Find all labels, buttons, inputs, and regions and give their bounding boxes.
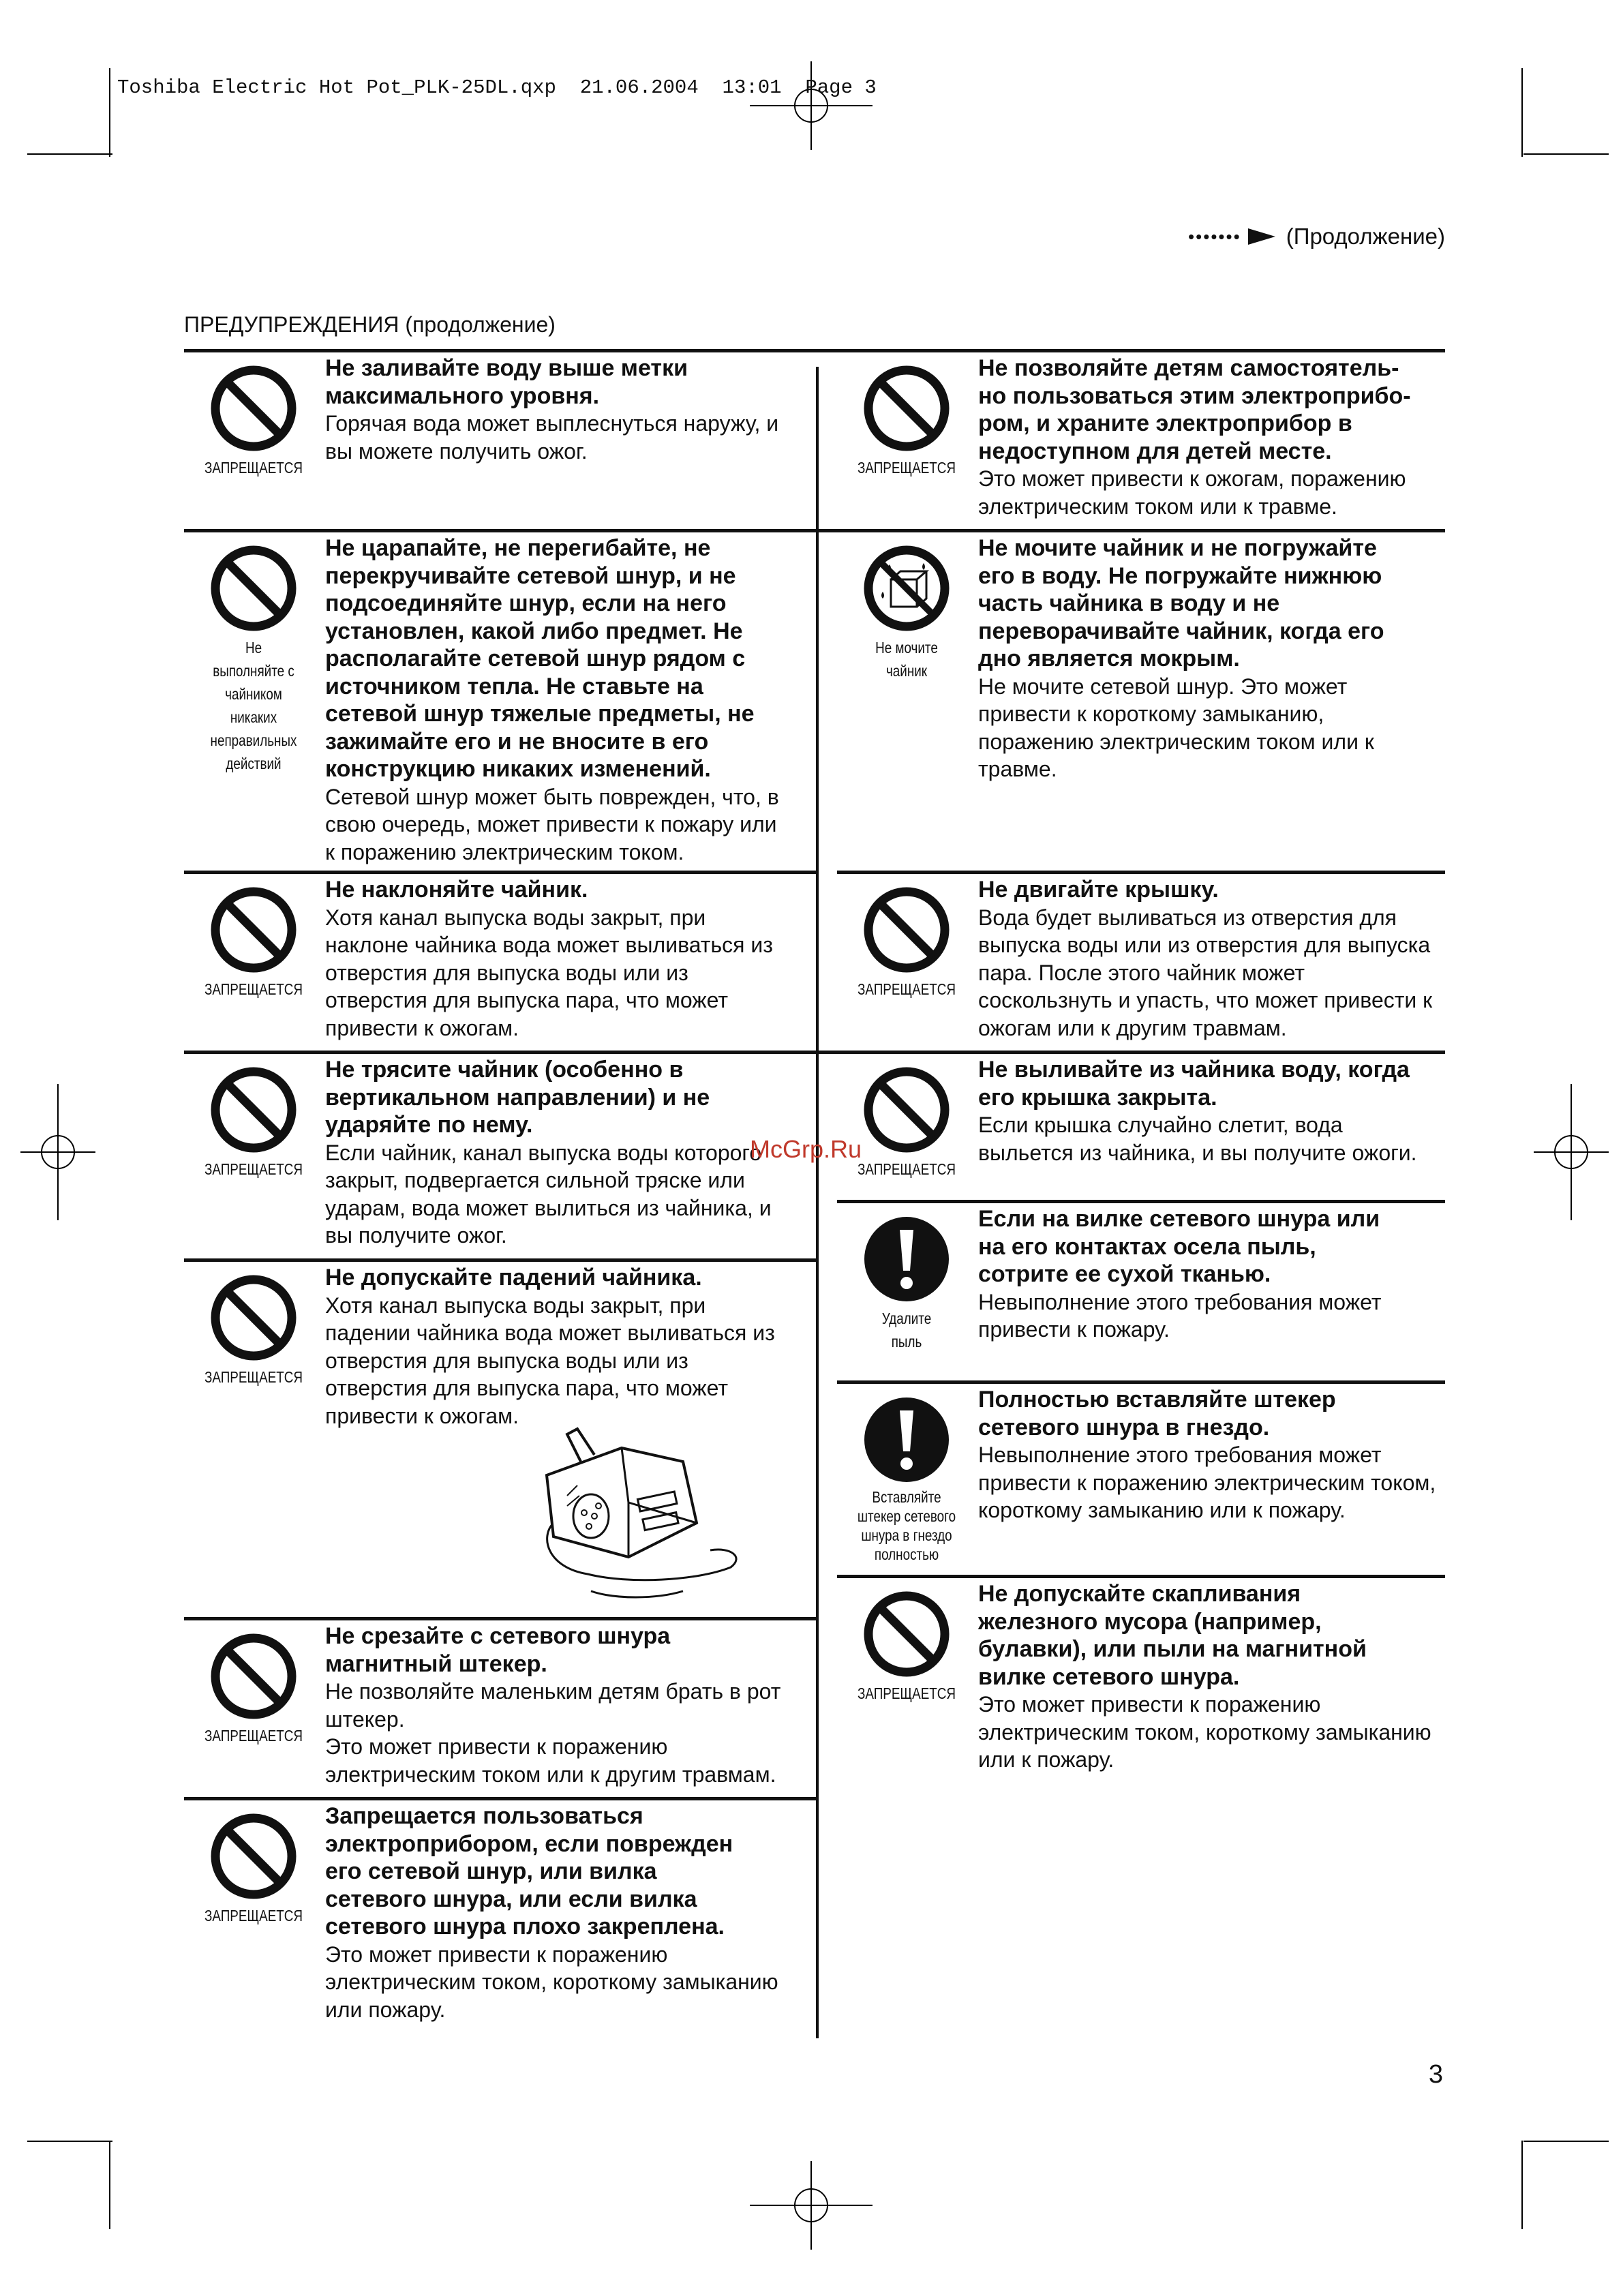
- entry-text: [978, 534, 1384, 783]
- icon-box: [185, 876, 322, 1001]
- rule: [184, 1617, 817, 1620]
- entry-body: Это может привести к ожогам, поражению электрическим током или к травме.: [978, 466, 1406, 519]
- entry-heading: Не выливайте из чайника воду, когда его крышка закрыта.: [978, 1057, 1410, 1111]
- warning-entry: [838, 534, 1445, 868]
- icon-box: [185, 534, 322, 775]
- prohibited-icon: [209, 1066, 298, 1154]
- registration-mark: [750, 2161, 873, 2250]
- prohibited-icon: [209, 1632, 298, 1721]
- entry-body: Невыполнение этого требования может привести к поражению электрическим током, короткому замыканию или к пожару.: [978, 1442, 1436, 1522]
- page-number: 3: [1428, 2060, 1443, 2089]
- icon-box: [838, 1386, 975, 1564]
- rule: [184, 1258, 817, 1262]
- icon-caption: Не мочите чайник: [875, 639, 938, 680]
- entry-heading: Не допускайте падений чайника.: [325, 1265, 702, 1290]
- prohibited-icon: [862, 1066, 951, 1154]
- icon-caption: ЗАПРЕЩАЕТСЯ: [857, 980, 956, 998]
- entry-text: [978, 1580, 1431, 1774]
- continued-dots: •••••••: [1188, 226, 1241, 247]
- continued-text: (Продолжение): [1286, 224, 1445, 249]
- rule: [837, 1200, 1445, 1203]
- registration-mark: [1534, 1084, 1609, 1220]
- entry-heading: Не мочите чайник и не погружайте его в воду. Не погружайте нижнюю часть чайника в воду и не переворачивайте чайник, когда его дно является мокрым.: [978, 535, 1384, 671]
- rule: [184, 1051, 817, 1054]
- icon-caption: Вставляйте штекер сетевого шнура в гнездо полностью: [857, 1488, 956, 1563]
- prohibited-icon: [209, 1273, 298, 1362]
- warning-entry: [185, 354, 813, 525]
- entry-body: Если крышка случайно слетит, вода выльется из чайника, и вы получите ожоги.: [978, 1113, 1417, 1165]
- column-divider: [816, 367, 819, 530]
- icon-caption: ЗАПРЕЩАЕТСЯ: [857, 459, 956, 477]
- prohibited-icon: [862, 886, 951, 974]
- crop-mark: [27, 153, 112, 155]
- rule: [184, 349, 817, 352]
- entry-text: [978, 1386, 1436, 1524]
- warning-entry: [185, 1264, 813, 1614]
- prohibited-icon: [209, 364, 298, 453]
- entry-heading: Полностью вставляйте штекер сетевого шнура в гнездо.: [978, 1387, 1336, 1440]
- warning-entry: [838, 354, 1445, 525]
- icon-caption: ЗАПРЕЩАЕТСЯ: [857, 1160, 956, 1178]
- icon-caption: ЗАПРЕЩАЕТСЯ: [204, 980, 303, 998]
- prohibited-icon: [862, 1590, 951, 1678]
- warning-entry: [185, 1622, 813, 1794]
- entry-text: [325, 1056, 772, 1250]
- rule: [817, 529, 1445, 532]
- entry-heading: Если на вилке сетевого шнура или на его контактах осела пыль, сотрите ее сухой тканью.: [978, 1206, 1380, 1287]
- crop-mark: [1523, 153, 1609, 155]
- watermark: McGrp.Ru: [750, 1135, 862, 1163]
- entry-text: [325, 354, 778, 465]
- registration-mark: [20, 1084, 95, 1220]
- warning-entry: [185, 876, 813, 1048]
- entry-heading: Не трясите чайник (особенно в вертикальном направлении) и не ударяйте по нему.: [325, 1057, 710, 1138]
- entry-heading: Не срезайте с сетевого шнура магнитный штекер.: [325, 1623, 671, 1677]
- warning-entry: [185, 1056, 813, 1256]
- prohibited-icon: [209, 886, 298, 974]
- rule: [184, 529, 817, 532]
- entry-body: Горячая вода может выплеснуться наружу, и вы можете получить ожог.: [325, 411, 779, 464]
- entry-heading: Не позволяйте детям самостоятель- но пользоваться этим электроприбо- ром, и храните электроприбор в недоступном для детей месте.: [978, 355, 1411, 464]
- entry-heading: Не допускайте скапливания железного мусора (например, булавки), или пыли на магнитной вилке сетевого шнура.: [978, 1581, 1367, 1690]
- continued-label: [1188, 224, 1445, 250]
- entry-text: [325, 534, 779, 866]
- icon-box: [185, 1264, 322, 1389]
- icon-box: [838, 1205, 975, 1353]
- icon-caption: Не выполняйте с чайником никаких неправильных действий: [210, 639, 297, 772]
- icon-caption: ЗАПРЕЩАЕТСЯ: [204, 1727, 303, 1744]
- rule: [184, 871, 817, 874]
- arrow-right-icon: [1248, 228, 1275, 245]
- entry-body: Не мочите сетевой шнур. Это может привести к короткому замыканию, поражению электрическим током или к травме.: [978, 674, 1374, 781]
- icon-caption: ЗАПРЕЩАЕТСЯ: [204, 459, 303, 477]
- crop-mark: [109, 68, 110, 157]
- crop-mark: [109, 2141, 110, 2229]
- exclamation-icon: [862, 1395, 951, 1484]
- print-slug: Toshiba Electric Hot Pot_PLK-25DL.qxp 21.06.2004 13:01 Page 3: [117, 76, 877, 99]
- fallen-kettle-illustration: [526, 1421, 751, 1605]
- warning-entry: [838, 1386, 1445, 1571]
- entry-body: Хотя канал выпуска воды закрыт, при падении чайника вода может выливаться из отверстия для выпуска воды или из отверстия для выпуска пара, что может привести к ожогам.: [325, 1293, 775, 1428]
- crop-mark: [1521, 2141, 1523, 2229]
- registration-mark: [750, 61, 873, 150]
- icon-caption: ЗАПРЕЩАЕТСЯ: [857, 1685, 956, 1702]
- warning-entry: [838, 1580, 1445, 1785]
- icon-box: [185, 1802, 322, 1927]
- prohibited-icon: [209, 1812, 298, 1901]
- warning-entry: [838, 1056, 1445, 1198]
- entry-text: [325, 1802, 778, 2023]
- entry-body: Не позволяйте маленьким детям брать в рот штекер. Это может привести к поражению электрическим током или к другим травмам.: [325, 1679, 781, 1787]
- rule: [184, 1797, 817, 1800]
- warning-entry: [838, 1205, 1445, 1377]
- crop-mark: [1523, 2141, 1609, 2142]
- entry-text: [978, 1056, 1417, 1166]
- entry-text: [325, 1264, 775, 1430]
- entry-heading: Не наклоняйте чайник.: [325, 877, 588, 903]
- rule: [837, 1380, 1445, 1384]
- icon-box: [838, 354, 975, 479]
- crop-mark: [27, 2141, 112, 2142]
- column-divider: [816, 530, 819, 2038]
- entry-body: Хотя канал выпуска воды закрыт, при наклоне чайника вода может выливаться из отверстия для выпуска воды или из отверстия для выпуска пара, что может привести к ожогам.: [325, 905, 773, 1040]
- icon-box: [838, 876, 975, 1001]
- entry-text: [325, 876, 773, 1042]
- entry-heading: Не заливайте воду выше метки максимального уровня.: [325, 355, 688, 409]
- entry-body: Это может привести к поражению электрическим током, короткому замыканию или к пожару.: [978, 1692, 1431, 1772]
- rule: [817, 1051, 1445, 1054]
- rule: [837, 1575, 1445, 1578]
- section-title: ПРЕДУПРЕЖДЕНИЯ (продолжение): [184, 312, 556, 337]
- entry-heading: Запрещается пользоваться электроприбором, если поврежден его сетевой шнур, или вилка сетевого шнура, или если вилка сетевого шнура плохо закреплена.: [325, 1803, 733, 1939]
- entry-body: Это может привести к поражению электрическим током, короткому замыканию или пожару.: [325, 1942, 778, 2022]
- entry-text: [325, 1622, 780, 1788]
- crop-mark: [1521, 68, 1523, 157]
- icon-caption: ЗАПРЕЩАЕТСЯ: [204, 1907, 303, 1924]
- entry-body: Невыполнение этого требования может привести к пожару.: [978, 1289, 1382, 1342]
- no-water-icon: [862, 544, 951, 633]
- icon-box: [185, 1622, 322, 1747]
- icon-box: [185, 1056, 322, 1181]
- rule: [817, 349, 1445, 352]
- rule: [837, 871, 1445, 874]
- entry-body: Вода будет выливаться из отверстия для выпуска воды или из отверстия для выпуска пара. После этого чайник может соскользнуть и упасть, что может привести к ожогам или к другим травмам.: [978, 905, 1433, 1040]
- entry-heading: Не царапайте, не перегибайте, не перекручивайте сетевой шнур, и не подсоединяйте шнур, если на него установлен, какой либо предмет. Не располагайте сетевой шнур рядом с источником тепла. Не ставьте на сетевой шнур тяжелые предметы, не зажимайте его и не вносите в его конструкцию никаких изменений.: [325, 535, 755, 782]
- entry-text: [978, 1205, 1382, 1344]
- icon-box: [838, 534, 975, 682]
- warning-entry: [185, 534, 813, 868]
- warning-entry: [185, 1802, 813, 2034]
- icon-caption: ЗАПРЕЩАЕТСЯ: [204, 1160, 303, 1178]
- warning-entry: [838, 876, 1445, 1048]
- entry-text: [978, 354, 1411, 520]
- icon-caption: Удалите пыль: [881, 1310, 932, 1350]
- prohibited-icon: [209, 544, 298, 633]
- exclamation-icon: [862, 1215, 951, 1303]
- icon-box: [185, 354, 322, 479]
- icon-caption: ЗАПРЕЩАЕТСЯ: [204, 1368, 303, 1386]
- entry-heading: Не двигайте крышку.: [978, 877, 1219, 903]
- entry-body: Если чайник, канал выпуска воды которого закрыт, подвергается сильной тряске или ударам, вода может вылиться из чайника, и вы получите ожог.: [325, 1140, 772, 1248]
- prohibited-icon: [862, 364, 951, 453]
- icon-box: [838, 1580, 975, 1705]
- entry-text: [978, 876, 1432, 1042]
- entry-body: Сетевой шнур может быть поврежден, что, в свою очередь, может привести к пожару или к поражению электрическим током.: [325, 784, 779, 864]
